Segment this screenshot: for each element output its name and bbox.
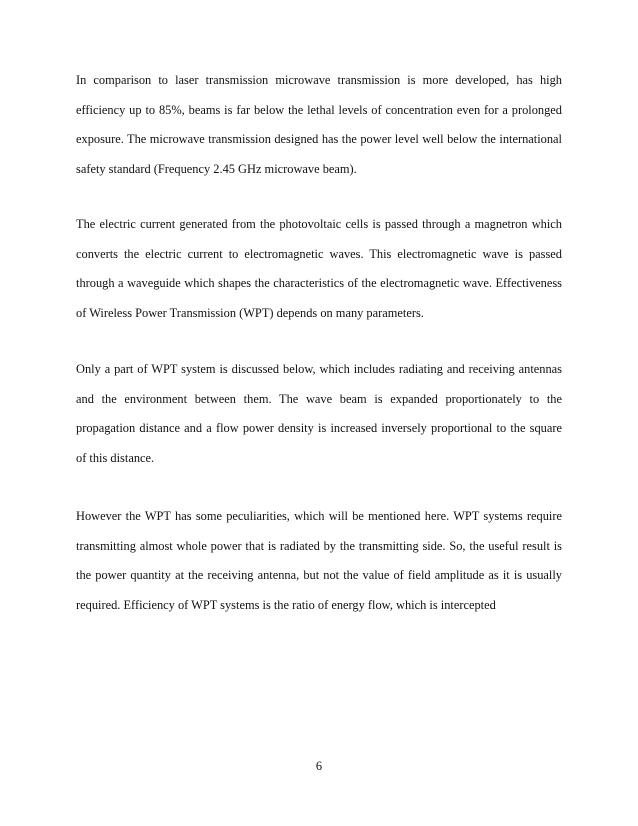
- paragraph-wpt-peculiarities: [76, 502, 562, 620]
- text-line: through a waveguide which shapes the characteristics of the electromagnetic wave. Effectiveness: [76, 276, 562, 291]
- page-number: 6: [315, 759, 323, 773]
- text-line: In comparison to laser transmission microwave transmission is more developed, has high: [76, 73, 562, 87]
- text-line: exposure. The microwave transmission designed has the power level well below the international: [76, 132, 562, 147]
- text-line: The electric current generated from the photovoltaic cells is passed through a magnetron which: [76, 217, 562, 231]
- text-line: converts the electric current to electromagnetic waves. This electromagnetic wave is passed: [76, 246, 562, 261]
- text-line: propagation distance and a flow power density is increased inversely proportional to the square: [76, 421, 562, 436]
- paragraph-microwave-comparison: [76, 66, 562, 184]
- text-line: of this distance.: [76, 450, 155, 465]
- text-line: required. Efficiency of WPT systems is the ratio of energy flow, which is intercepted: [76, 597, 496, 612]
- text-line: and the environment between them. The wave beam is expanded proportionately to the: [76, 391, 562, 406]
- text-line: However the WPT has some peculiarities, which will be mentioned here. WPT systems require: [76, 509, 562, 523]
- text-line: Only a part of WPT system is discussed below, which includes radiating and receiving antennas: [76, 362, 562, 376]
- text-line: the power quantity at the receiving antenna, but not the value of field amplitude as it is usually: [76, 568, 562, 583]
- paragraph-wpt-system: [76, 355, 562, 473]
- paragraph-electric-current: [76, 210, 562, 328]
- text-line: of Wireless Power Transmission (WPT) depends on many parameters.: [76, 305, 424, 320]
- text-line: efficiency up to 85%, beams is far below the lethal levels of concentration even for a prolonged: [76, 102, 562, 117]
- text-line: safety standard (Frequency 2.45 GHz microwave beam).: [76, 161, 357, 176]
- text-line: transmitting almost whole power that is radiated by the transmitting side. So, the useful result is: [76, 538, 562, 553]
